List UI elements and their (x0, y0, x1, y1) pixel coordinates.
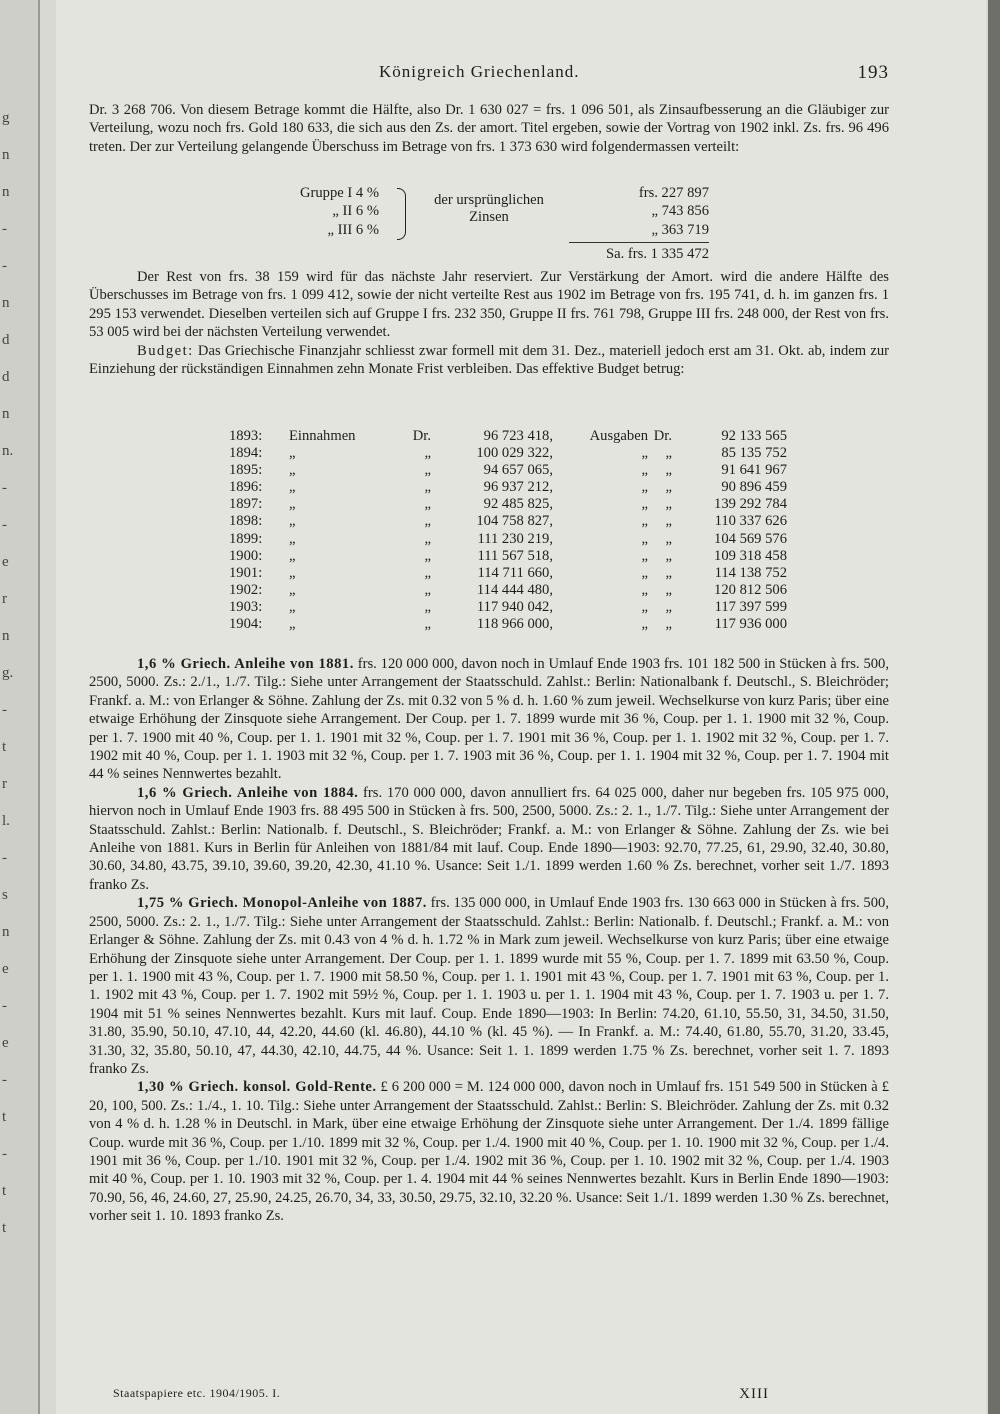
budget-row (229, 496, 787, 513)
budget-cell-lbl2: „ (641, 513, 648, 530)
margin-fragment: t (2, 739, 7, 755)
budget-cell-inc: 96 723 418, (483, 428, 553, 444)
adjacent-page-margin (0, 0, 40, 1414)
budget-cell-year: 1900: (229, 547, 263, 564)
budget-lead: Budget: (137, 342, 194, 359)
budget-cell-lbl2: „ (641, 564, 648, 581)
budget-cell-year: 1903: (229, 598, 263, 615)
margin-fragment: d (2, 332, 10, 348)
budget-cell-lbl2: „ (641, 530, 648, 547)
budget-cell-lbl: „ (289, 616, 296, 633)
budget-cell-inc: 92 485 825, (483, 496, 553, 513)
budget-cell-inc: 94 657 065, (483, 462, 553, 479)
margin-fragment: n (2, 924, 10, 940)
budget-row (229, 531, 787, 548)
budget-currency: „ (424, 496, 431, 513)
budget-cell-lbl: „ (289, 564, 296, 581)
budget-currency: „ (665, 581, 672, 598)
budget-cell-lbl2: „ (641, 445, 648, 462)
loan-paragraph (89, 1078, 889, 1225)
budget-currency: „ (665, 616, 672, 633)
budget-cell-inc: 100 029 322, (476, 445, 553, 462)
budget-cell-inc: 111 230 219, (477, 530, 553, 547)
margin-fragment: t (2, 1183, 7, 1199)
budget-cell-inc: 104 758 827, (476, 513, 553, 530)
budget-currency: „ (424, 513, 431, 530)
budget-row (229, 599, 787, 616)
budget-cell-exp: 90 896 459 (721, 479, 787, 496)
group-values (599, 184, 709, 239)
budget-cell-inc: 118 966 000, (476, 616, 553, 633)
paragraph: Dr. 3 268 706. Von diesem Betrage kommt die Hälfte, also Dr. 1 630 027 = frs. 1 096 501, als Zinsaufbesserung an die Gläubiger zur Verteilung, wozu noch frs. Gold 180 633, die sich aus den Zs. der amort. Titel ergeben, sowie der Vortrag von 1902 inkl. Zs. frs. 96 496 treten. Der zur Verteilung gelangende Überschuss im Betrage von frs. 1 373 630 wird folgendermassen verteilt: (89, 102, 889, 155)
budget-currency: „ (665, 564, 672, 581)
budget-row (229, 462, 787, 479)
budget-cell-lbl: „ (289, 598, 296, 615)
budget-cell-inc: 111 567 518, (477, 547, 553, 564)
page-title: Königreich Griechenland. (379, 62, 580, 81)
margin-fragment: n (2, 406, 10, 422)
footer-signature: XIII (739, 1386, 769, 1402)
budget-cell-lbl2: „ (641, 598, 648, 615)
budget-cell-exp: 104 569 576 (714, 530, 787, 547)
budget-cell-lbl2: „ (641, 496, 648, 513)
loan-paragraph (89, 784, 889, 894)
budget-cell-exp: 117 936 000 (714, 616, 787, 633)
budget-cell-inc: 96 937 212, (483, 479, 553, 496)
budget-cell-year: 1898: (229, 513, 263, 530)
loan-title: 1,75 % Griech. Monopol-Anleihe von 1887. (137, 895, 427, 912)
budget-row (229, 428, 787, 445)
margin-fragment: - (2, 1072, 7, 1088)
budget-currency: „ (665, 513, 672, 530)
budget-cell-year: 1899: (229, 530, 263, 547)
budget-cell-year: 1895: (229, 462, 263, 479)
budget-currency: „ (665, 462, 672, 479)
budget-cell-lbl2: „ (641, 462, 648, 479)
budget-row (229, 445, 787, 462)
budget-cell-exp: 110 337 626 (714, 513, 787, 530)
margin-fragment: s (2, 887, 8, 903)
budget-cell-year: 1896: (229, 479, 263, 496)
margin-fragment: - (2, 998, 7, 1014)
group-label: „ III 6 % (327, 221, 379, 238)
loan-title: 1,6 % Griech. Anleihe von 1884. (137, 784, 359, 801)
budget-cell-inc: 114 711 660, (477, 564, 553, 581)
budget-row (229, 548, 787, 565)
budget-cell-year: 1902: (229, 581, 263, 598)
margin-fragment: l. (2, 813, 10, 829)
budget-cell-year: 1893: (229, 428, 263, 444)
margin-fragment: t (2, 1220, 7, 1236)
budget-cell-lbl2: „ (641, 479, 648, 496)
margin-fragment: - (2, 850, 7, 866)
budget-row (229, 616, 787, 633)
group-label: „ II 6 % (332, 203, 379, 220)
margin-fragment: r (2, 776, 7, 792)
margin-fragment: g (2, 110, 10, 126)
group-label: Gruppe I 4 % (299, 185, 379, 201)
budget-cell-lbl: „ (289, 581, 296, 598)
budget-cell-exp: 91 641 967 (721, 462, 787, 479)
margin-fragment: - (2, 517, 7, 533)
margin-fragment: e (2, 961, 9, 977)
margin-fragment: e (2, 554, 9, 570)
budget-cell-lbl: „ (289, 496, 296, 513)
budget-currency: „ (424, 564, 431, 581)
loan-text: frs. 120 000 000, davon noch in Umlauf Ende 1903 frs. 101 182 500 in Stücken à frs. 500, 2500, 5000. Zs.: 2./1., 1./7. Tilg.: Siehe unter Arrangement der Staatsschuld. Zahlst.: Berlin: Nationalbank f. Deutschl., S. Bleichröder; Frankf. a. M.: von Erlanger & Söhne. Zahlung der Zs. mit 0.32 von 5 % d. h. 1.60 % zum jeweil. Wechselkurse von kurz Paris; über eine etwaige Erhöhung der Zinsquote siehe Arrangement. Der Coup. per 1. 7. 1899 wurde mit 36 %, Coup. per 1. 1. 1900 mit 32 %, Coup. per 1. 7. 1900 mit 40 %, Coup. per 1. 1. 1901 mit 32 %, Coup. per 1. 7. 1901 mit 36 %, Coup. per 1. 1. 1902 mit 32 %, Coup. per 1. 7. 1902 mit 40 %, Coup. per 1. 1. 1903 mit 32 %, Coup. per 1. 7. 1903 mit 36 %, Coup. per 1. 1. 1904 mit 32 %, Coup. per 1. 7. 1904 mit 44 % seines Nennwertes bezahlt. (89, 656, 889, 783)
budget-currency: „ (424, 445, 431, 462)
paragraph-text: Das Griechische Finanzjahr schliesst zwar formell mit dem 31. Dez., materiell jedoch erst am 31. Okt. ab, indem zur Einziehung der rückständigen Einnahmen zehn Monate Frist verbleiben. Das effektive Budget betrug: (89, 342, 889, 378)
budget-currency: „ (424, 462, 431, 479)
budget-currency: „ (665, 530, 672, 547)
budget-currency: „ (665, 547, 672, 564)
budget-table (229, 428, 787, 633)
budget-cell-lbl2: „ (641, 616, 648, 633)
budget-cell-lbl: „ (289, 462, 296, 479)
group-value: frs. 227 897 (638, 185, 709, 201)
budget-row (229, 582, 787, 599)
group-value: „ 363 719 (651, 221, 709, 238)
middle-paragraphs (89, 268, 889, 378)
budget-currency: „ (424, 598, 431, 615)
budget-cell-lbl: „ (289, 445, 296, 462)
paragraph (89, 342, 889, 379)
budget-cell-lbl: „ (289, 530, 296, 547)
page (56, 0, 986, 1414)
margin-fragment: n. (2, 443, 14, 459)
group-caption (414, 192, 564, 226)
intro-paragraph (89, 101, 889, 156)
budget-currency: „ (665, 445, 672, 462)
budget-currency: Dr. (653, 428, 672, 444)
budget-row (229, 513, 787, 530)
loan-text: £ 6 200 000 = M. 124 000 000, davon noch in Umlauf frs. 151 549 500 in Stücken à £ 20, 100, 500. Zs.: 1./4., 1. 10. Tilg.: Siehe unter Arrangement der Staatsschuld. Zahlst.: Berlin: S. Bleichröder. Zahlung der Zs. mit 0.32 von 4 % d. h. 1.28 % in Deutschl. in Mark, über eine etwaige Erhöhung der Zinsquote siehe unter Arrangement. Der 1./4. 1899 fällige Coup. wurde mit 36 %, Coup. per 1./10. 1899 mit 32 %, Coup. per 1./4. 1900 mit 40 %, Coup. per 1. 10. 1900 mit 32 %, Coup. per 1./4. 1901 mit 36 %, Coup. per 1./10. 1901 mit 32 %, Coup. per 1./4. 1902 mit 36 %, Coup. per 1. 10. 1902 mit 32 %, Coup. per 1./4. 1903 mit 40 %, Coup. per 1. 10. 1903 mit 32 %, Coup. per 1. 4. 1904 mit 44 % seines Nennwertes bezahlt. Kurs in Berlin Ende 1890—1903: 70.90, 56, 46, 24.60, 27, 25.90, 24.25, 26.70, 34, 33, 30.50, 29.75, 32.10, 32.20 %. Usance: Seit 1./1. 1899 werden 1.30 % Zs. berechnet, vorher seit 1. 10. 1893 franko Zs. (89, 1079, 889, 1225)
margin-fragment: g. (2, 665, 14, 681)
budget-currency: „ (665, 598, 672, 615)
budget-cell-exp: 92 133 565 (721, 428, 787, 444)
footer-source: Staatspapiere etc. 1904/1905. I. (113, 1386, 281, 1400)
budget-row (229, 565, 787, 582)
book-gutter (988, 0, 1000, 1414)
budget-cell-exp: 139 292 784 (714, 496, 787, 513)
loan-paragraph (89, 894, 889, 1078)
budget-cell-inc: 114 444 480, (476, 581, 553, 598)
budget-cell-lbl: „ (289, 547, 296, 564)
budget-cell-year: 1904: (229, 616, 263, 633)
margin-fragment: - (2, 1146, 7, 1162)
margin-fragment: - (2, 258, 7, 274)
loans-section (89, 655, 889, 1226)
margin-fragment: n (2, 295, 10, 311)
budget-currency: „ (424, 581, 431, 598)
margin-fragment: t (2, 1109, 7, 1125)
loan-paragraph (89, 655, 889, 784)
margin-fragment: r (2, 591, 7, 607)
budget-currency: „ (665, 496, 672, 513)
budget-cell-lbl2: „ (641, 547, 648, 564)
budget-cell-lbl: Einnahmen (289, 428, 356, 444)
paragraph: Der Rest von frs. 38 159 wird für das nächste Jahr reserviert. Zur Verstärkung der Amort. wird die andere Hälfte des Überschusses im Betrage von frs. 1 099 412, sowie der nicht verteilte Rest aus 1902 im Betrage von frs. 195 741, d. h. im ganzen frs. 1 295 153 verwendet. Dieselben verteilen sich auf Gruppe I frs. 232 350, Gruppe II frs. 761 798, Gruppe III frs. 248 000, der Rest von frs. 53 005 wird bei der nächsten Verteilung verwendet. (89, 269, 889, 341)
budget-cell-year: 1894: (229, 445, 263, 462)
brace (397, 188, 406, 240)
margin-fragment: - (2, 221, 7, 237)
budget-currency: Dr. (412, 428, 431, 444)
budget-cell-lbl2: Ausgaben (589, 428, 648, 444)
budget-currency: „ (424, 616, 431, 633)
budget-row (229, 479, 787, 496)
group-sum: Sa. frs. 1 335 472 (569, 242, 709, 263)
budget-cell-exp: 85 135 752 (721, 445, 787, 462)
loan-title: 1,6 % Griech. Anleihe von 1881. (137, 656, 354, 672)
group-value: „ 743 856 (651, 203, 709, 220)
loan-title: 1,30 % Griech. konsol. Gold-Rente. (137, 1079, 377, 1096)
caption-line: Zinsen (469, 209, 509, 225)
budget-cell-lbl: „ (289, 479, 296, 496)
budget-cell-exp: 120 812 506 (714, 581, 787, 598)
budget-cell-year: 1897: (229, 496, 263, 513)
budget-cell-inc: 117 940 042, (476, 598, 553, 615)
budget-currency: „ (665, 479, 672, 496)
budget-cell-year: 1901: (229, 564, 263, 581)
margin-fragment: - (2, 480, 7, 496)
margin-fragment: n (2, 184, 10, 200)
margin-fragment: e (2, 1035, 9, 1051)
budget-cell-lbl: „ (289, 513, 296, 530)
group-labels (269, 184, 379, 239)
budget-cell-lbl2: „ (641, 581, 648, 598)
loan-text: frs. 135 000 000, in Umlauf Ende 1903 frs. 130 663 000 in Stücken à frs. 500, 2500, 5000. Zs.: 2. 1., 1./7. Tilg.: Siehe unter Arrangement der Staatsschuld. Zahlst.: Berlin: Nationalb. f. Deutschl.; Frankf. a. M.: von Erlanger & Söhne. Zahlung der Zs. mit 0.43 von 4 % d. h. 1.72 % in Mark zum jeweil. Wechselkurse von kurz Paris; über eine etwaige Erhöhung der Zinsquote siehe unter Arrangement. Der Coup. per 1. 1. 1899 wurde mit 55 %, Coup. per 1. 7. 1899 mit 63.50 %, Coup. per 1. 1. 1900 mit 43 %, Coup. per 1. 7. 1900 mit 58.50 %, Coup. per 1. 1. 1901 mit 43 %, Coup. per 1. 7. 1901 mit 63 %, Coup. per 1. 1. 1902 mit 43 %, Coup. per 1. 7. 1902 mit 59½ %, Coup. per 1. 1. 1903 u. per 1. 1. 1904 mit 43 %, Coup. per 1. 7. 1903 u. per 1. 7. 1904 mit 51 % seines Nennwertes bezahlt. Kurs mit lauf. Coup. Ende 1890—1903: In Berlin: 74.20, 61.10, 55.50, 31, 34.50, 31.50, 31.80, 35.90, 50.10, 47.10, 44, 42.20, 44.60 (kl. 46.80), 44.10 % (kl. 45 %). — In Frankf. a. M.: 74.40, 61.80, 55.70, 31.20, 33.45, 31.30, 32, 35.80, 50.10, 47, 44.30, 42.10, 44.75, 44 %. Usance: Seit 1. 1. 1899 werden 1.75 % Zs. berechnet, vorher seit 1. 7. 1893 franko Zs. (89, 895, 889, 1077)
margin-fragment: d (2, 369, 10, 385)
budget-cell-exp: 117 397 599 (714, 598, 787, 615)
margin-fragment: n (2, 628, 10, 644)
margin-fragment: - (2, 702, 7, 718)
loan-text: frs. 170 000 000, davon annulliert frs. 64 025 000, daher nur begeben frs. 105 975 000, hiervon noch in Umlauf Ende 1903 frs. 88 495 500 in Stücken à frs. 500, 2500, 5000. Zs.: 2. 1., 1./7. Tilg.: Siehe unter Arrangement der Staatsschuld. Zahlst.: Berlin: Nationalb. f. Deutschl., S. Bleichröder; Frankf. a. M.: von Erlanger & Söhne. Zahlung der Zs. wie bei Anleihe von 1881. Kurs in Berlin für Anleihen von 1881/84 mit lauf. Coup. Ende 1890—1903: 92.70, 77.25, 61, 29.90, 32.40, 30.80, 30.60, 34.80, 43.75, 39.10, 39.60, 39.20, 42.30, 41.10 %. Usance: Seit 1./1. 1899 werden 1.60 % Zs. berechnet, vorher seit 1./7. 1893 franko Zs. (89, 784, 889, 893)
budget-currency: „ (424, 530, 431, 547)
budget-currency: „ (424, 479, 431, 496)
margin-fragment: n (2, 147, 10, 163)
budget-currency: „ (424, 547, 431, 564)
budget-cell-exp: 114 138 752 (714, 564, 787, 581)
caption-line: der ursprünglichen (434, 192, 544, 208)
page-number: 193 (857, 62, 889, 83)
budget-cell-exp: 109 318 458 (714, 547, 787, 564)
